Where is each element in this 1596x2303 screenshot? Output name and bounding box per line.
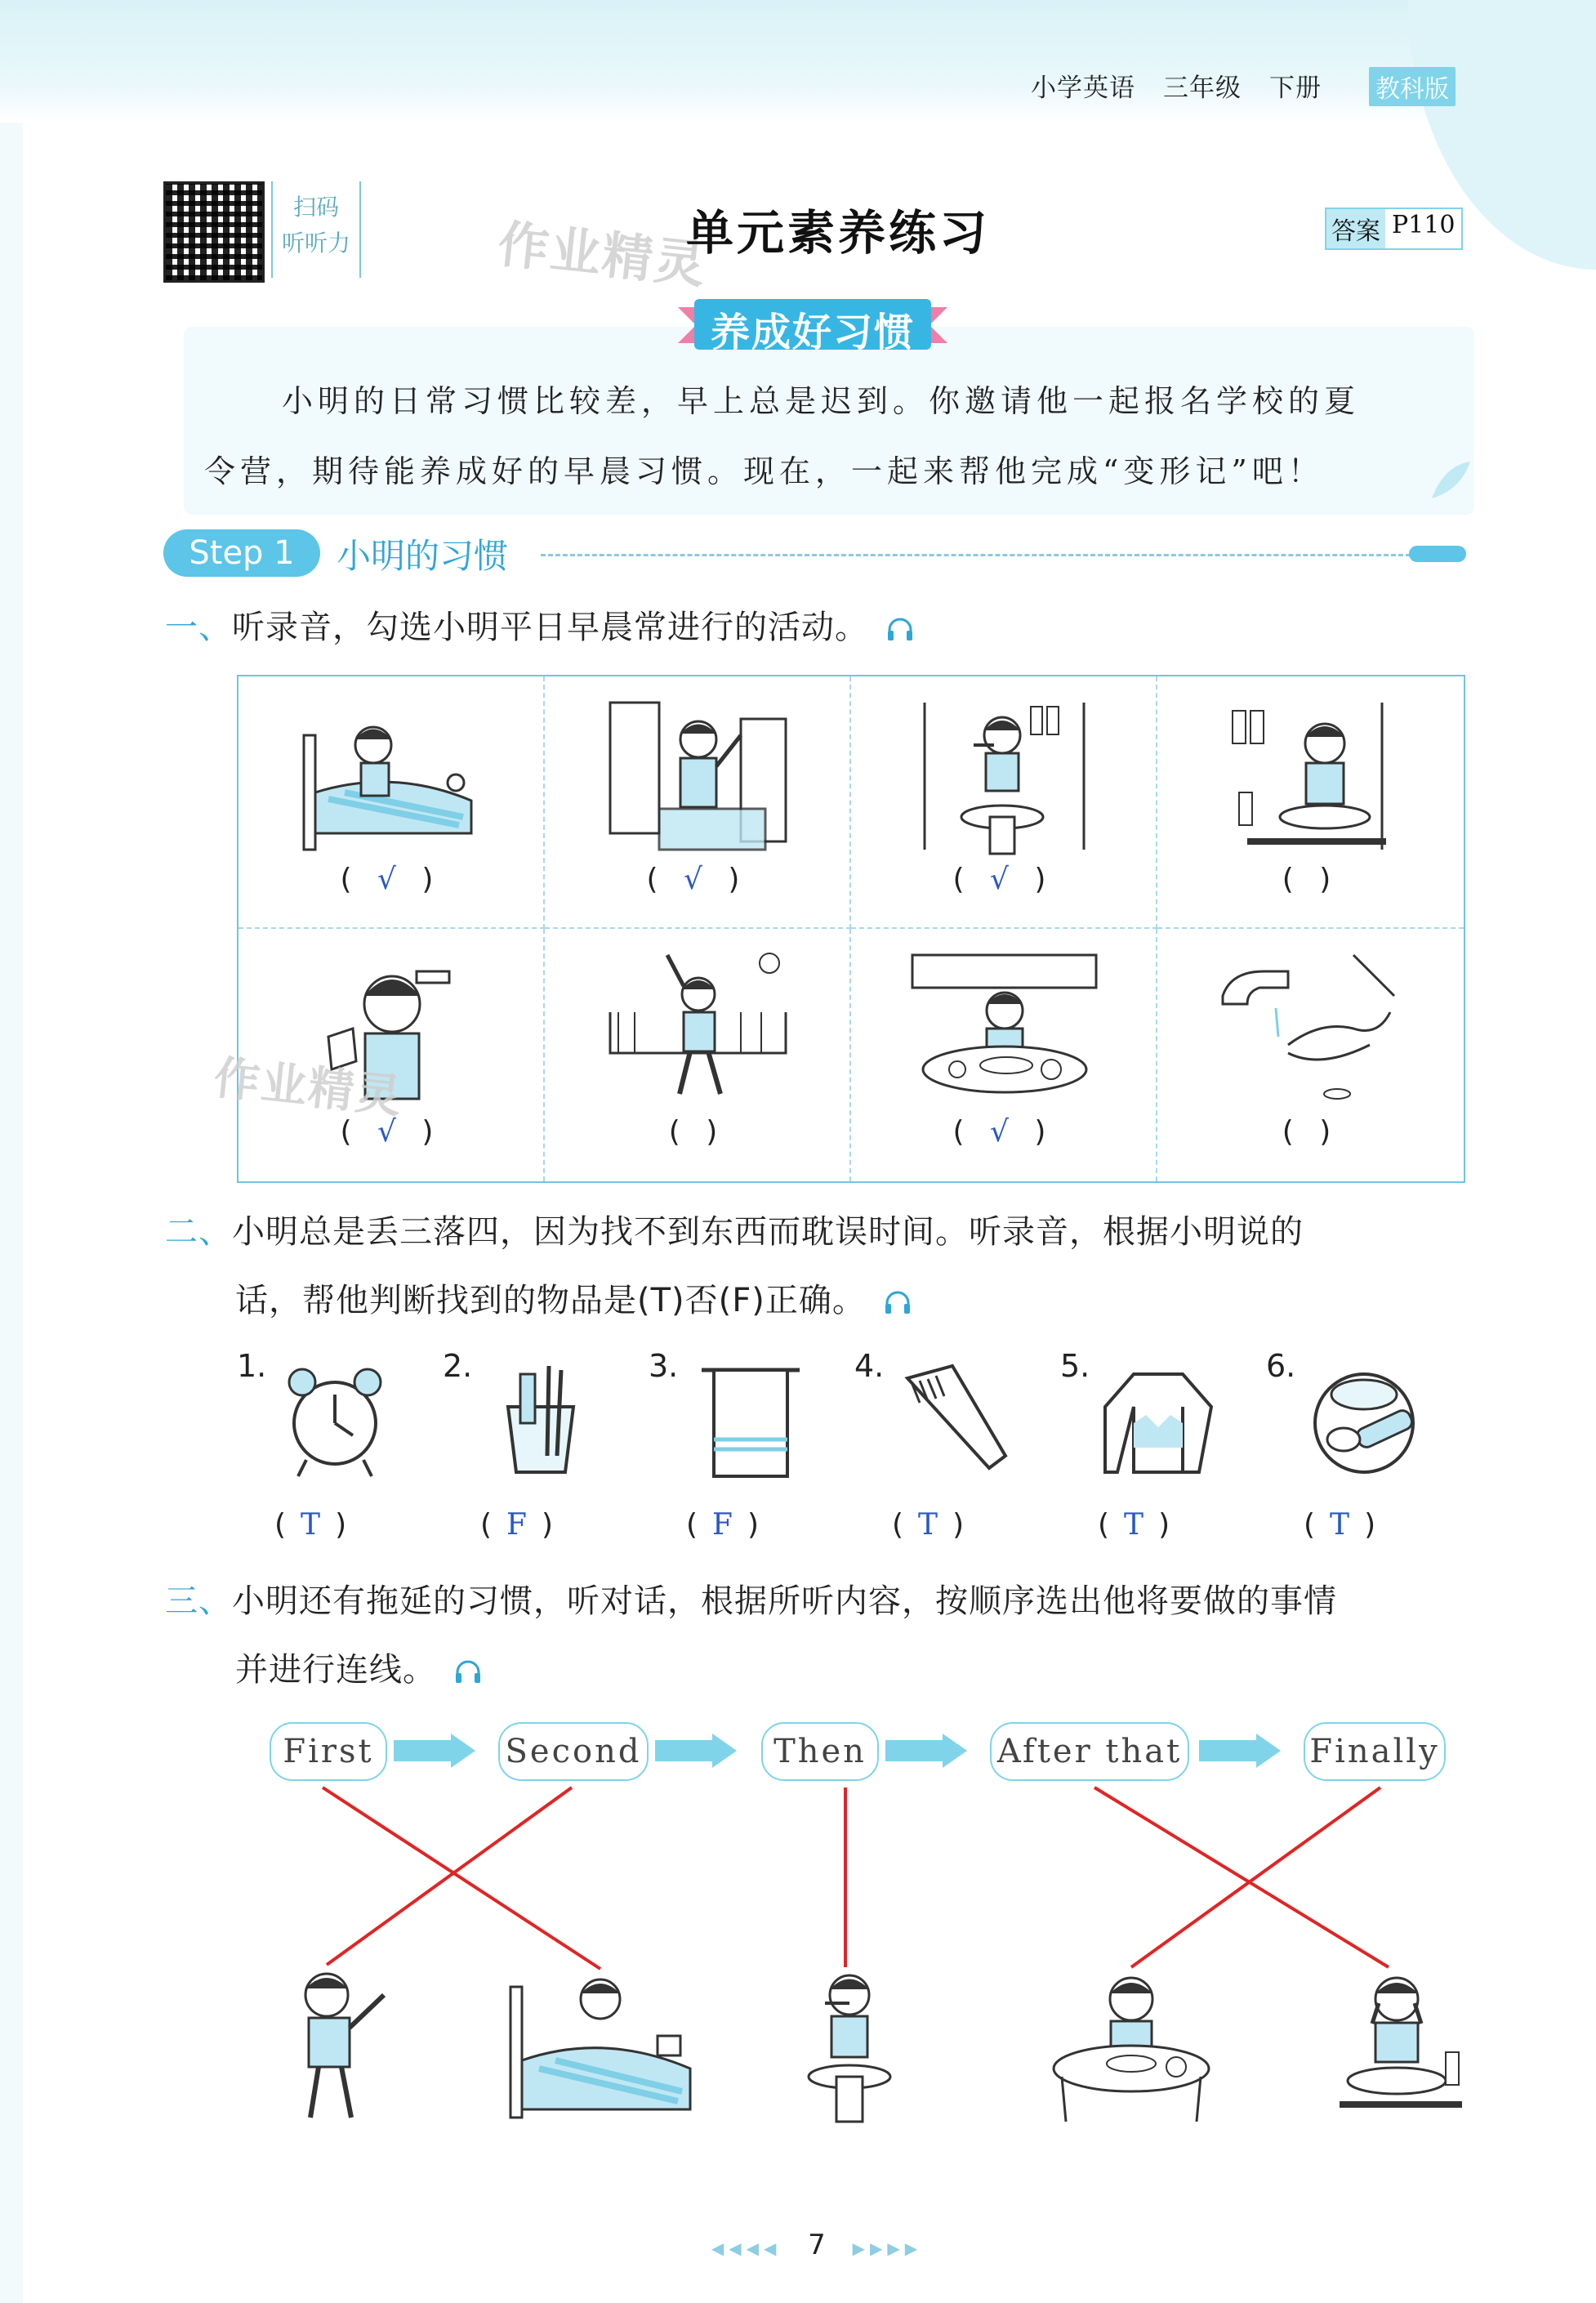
tf-mark: T bbox=[918, 1508, 953, 1542]
right-arrows-icon: ▶▶▶▶ bbox=[852, 2238, 923, 2258]
sequence-second[interactable]: Second bbox=[498, 1722, 649, 1781]
question-2-line-2: 话，帮他判断找到的物品是(T)否(F)正确。 bbox=[235, 1282, 866, 1319]
edition-badge: 教科版 bbox=[1369, 67, 1456, 106]
volume-label: 下册 bbox=[1269, 74, 1322, 103]
sequence-first[interactable]: First bbox=[270, 1722, 387, 1781]
answer-paren: ( ) bbox=[1282, 1115, 1340, 1149]
question-3-line-2: 并进行连线。 bbox=[235, 1651, 436, 1689]
banner-title: 养成好习惯 bbox=[710, 310, 915, 355]
check-mark: √ bbox=[377, 1115, 404, 1149]
boy-brushing-teeth-icon[interactable] bbox=[776, 1962, 931, 2126]
answer-paren: (T) bbox=[1304, 1508, 1391, 1542]
boy-washing-face-icon[interactable] bbox=[1323, 1962, 1478, 2126]
sequence-then[interactable]: Then bbox=[761, 1722, 879, 1781]
item-number: 5. bbox=[1060, 1348, 1090, 1384]
boy-waking-by-window-icon[interactable] bbox=[270, 1962, 425, 2126]
answer-paren: ( √ ) bbox=[952, 863, 1054, 896]
item-number: 3. bbox=[649, 1348, 679, 1384]
answer-paren: (F) bbox=[480, 1508, 568, 1542]
qr-label-line-1: 扫码 bbox=[292, 194, 339, 221]
intro-line-2: 令营，期待能养成好的早晨习惯。现在，一起来帮他完成“变形记”吧！ bbox=[204, 453, 1324, 489]
page-footer bbox=[702, 2229, 931, 2261]
check-mark: √ bbox=[684, 863, 711, 896]
step-title: 小明的习惯 bbox=[337, 536, 509, 576]
tf-mark: T bbox=[301, 1508, 336, 1542]
answer-paren: (T) bbox=[892, 1508, 979, 1542]
answer-paren: ( √ ) bbox=[646, 863, 748, 896]
tf-mark: T bbox=[1124, 1508, 1159, 1542]
qr-label-line-2: 听听力 bbox=[281, 230, 350, 257]
check-mark: √ bbox=[377, 863, 404, 896]
answer-page: P110 bbox=[1392, 211, 1456, 239]
answer-label: 答案 bbox=[1326, 209, 1385, 248]
sequence-after-that[interactable]: After that bbox=[990, 1722, 1189, 1781]
boy-yawning-in-bed-icon[interactable] bbox=[506, 1962, 702, 2126]
item-number: 6. bbox=[1266, 1348, 1296, 1384]
item-number: 4. bbox=[854, 1348, 885, 1384]
item-number: 2. bbox=[443, 1348, 473, 1384]
question-2-number: 二、 bbox=[165, 1213, 232, 1251]
answer-paren: (T) bbox=[274, 1508, 362, 1542]
watermark: 作业精灵 bbox=[495, 213, 710, 296]
check-mark: √ bbox=[990, 863, 1017, 896]
answer-paren: ( ) bbox=[668, 1115, 726, 1149]
step-pill: Step 1 bbox=[163, 529, 320, 577]
subject-label: 小学英语 bbox=[1031, 74, 1135, 103]
intro-line-1: 小明的日常习惯比较差，早上总是迟到。你邀请他一起报名学校的夏 bbox=[282, 383, 1361, 419]
tf-mark: F bbox=[712, 1508, 748, 1542]
question-1-text: 听录音，勾选小明平日早晨常进行的活动。 bbox=[232, 609, 868, 646]
answer-paren: (F) bbox=[686, 1508, 774, 1542]
watermark: 作业精灵 bbox=[211, 1051, 406, 1124]
question-1-number: 一、 bbox=[165, 609, 232, 646]
item-number: 1. bbox=[237, 1348, 267, 1384]
answer-paren: ( √ ) bbox=[340, 863, 442, 896]
question-3-line-1: 小明还有拖延的习惯，听对话，根据所听内容，按顺序选出他将要做的事情 bbox=[232, 1582, 1337, 1620]
answer-paren: ( √ ) bbox=[952, 1115, 1054, 1149]
page-number: 7 bbox=[808, 2229, 826, 2261]
question-3-number: 三、 bbox=[165, 1582, 232, 1620]
check-mark: √ bbox=[990, 1115, 1017, 1149]
tf-mark: T bbox=[1330, 1508, 1365, 1542]
grade-label: 三年级 bbox=[1163, 74, 1242, 103]
answer-paren: ( √ ) bbox=[340, 1115, 442, 1149]
tf-mark: F bbox=[506, 1508, 542, 1542]
answer-paren: (T) bbox=[1098, 1508, 1185, 1542]
left-arrows-icon: ◀◀◀◀ bbox=[711, 2238, 782, 2258]
sequence-finally[interactable]: Finally bbox=[1304, 1722, 1446, 1781]
boy-eating-breakfast-icon[interactable] bbox=[1045, 1962, 1217, 2126]
answer-paren: ( ) bbox=[1282, 863, 1340, 896]
question-2-line-1: 小明总是丢三落四，因为找不到东西而耽误时间。听录音，根据小明说的 bbox=[232, 1213, 1304, 1251]
page-title: 单元素养练习 bbox=[686, 205, 991, 261]
